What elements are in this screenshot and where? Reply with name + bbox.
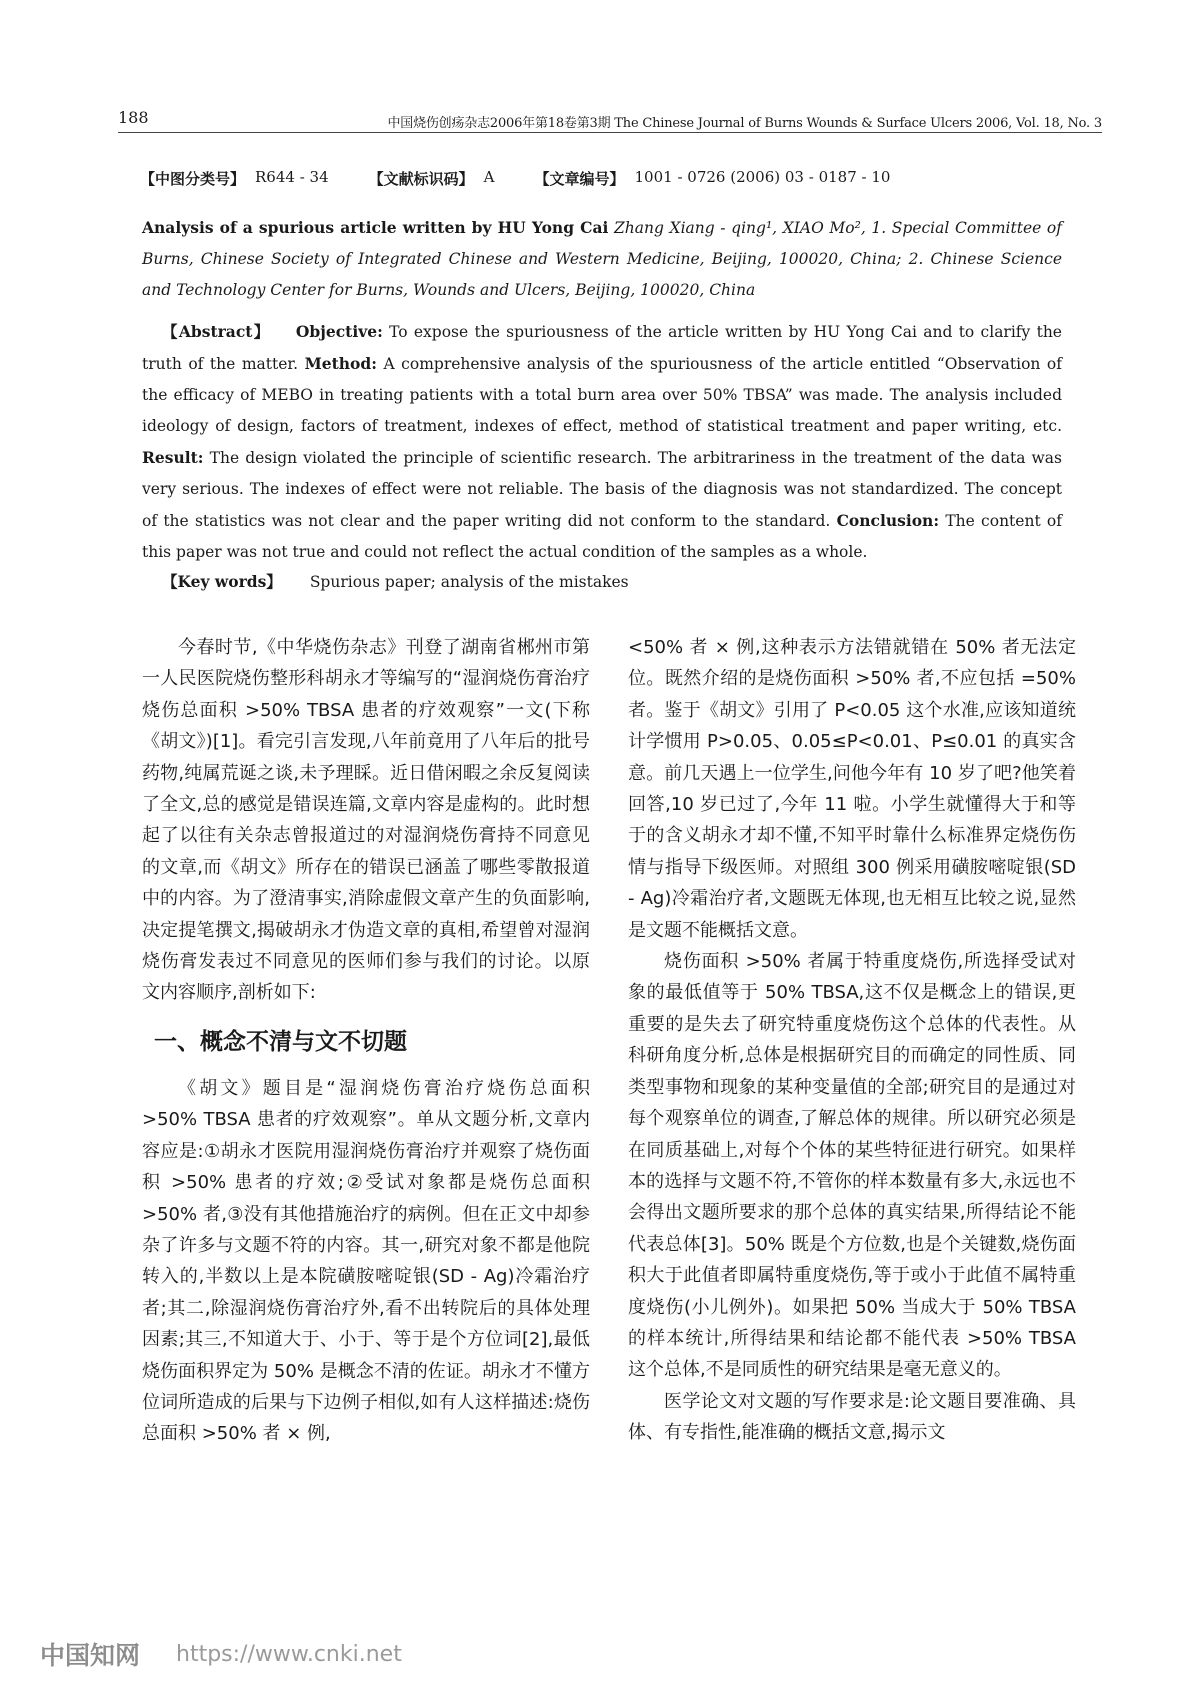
watermark-footer [40,1636,402,1672]
article-number-value: 1001 - 0726 (2006) 03 - 0187 - 10 [634,168,891,186]
body-column-left [142,632,590,1450]
body-paragraph: 医学论文对文题的写作要求是:论文题目要准确、具体、有专指性,能准确的概括文意,揭示文 [628,1390,1076,1444]
keywords-text: Spurious paper; analysis of the mistakes [309,573,629,591]
result-text: The design violated the principle of scientific research. The arbitrariness in the treatment of the data was very serious. The indexes of effect were not reliable. The basis of the diagnosis was not standardized. The concept of the statistics was not clear and the paper writing did not conform to the standard. [142,449,1062,530]
body-paragraph: <50% 者 × 例,这种表示方法错就错在 50% 者无法定位。既然介绍的是烧伤面积 >50% 者,不应包括 =50% 者。鉴于《胡文》引用了 P<0.05 这个水准,应该知道统计学惯用 P>0.05、0.05≤P<0.01、P≤0.01 的真实含意。前几天遇上一位学生,问他今年有 10 岁了吧?他笑着回答,10 岁已过了,今年 11 啦。小学生就懂得大于和等于的含义胡永才却不懂,不知平时靠什么标准界定烧伤伤情与指导下级医师。对照组 300 例采用磺胺嘧啶银(SD - Ag)冷霜治疗者,文题既无体现,也无相互比较之说,显然是文题不能概括文意。 [628,637,1076,941]
conclusion-text: The content of this paper was not true and could not reflect the actual condition of the samples as a whole. [142,512,1062,561]
body-paragraph: 《胡文》题目是“湿润烧伤膏治疗烧伤总面积 >50% TBSA 患者的疗效观察”。单从文题分析,文章内容应是:①胡永才医院用湿润烧伤膏治疗并观察了烧伤面积 >50% 患者的疗效;②受试对象都是烧伤总面积 >50% 者,③没有其他措施治疗的病例。但在正文中却参杂了许多与文题不符的内容。其一,研究对象不都是他院转入的,半数以上是本院磺胺嘧啶银(SD - Ag)冷霜治疗者;其二,除湿润烧伤膏治疗外,看不出转院后的具体处理因素;其三,不知道大于、小于、等于是个方位词[2],最低烧伤面积界定为 50% 是概念不清的佐证。胡永才不懂方位词所造成的后果与下边例子相似,如有人这样描述:烧伤总面积 >50% 者 × 例, [142,1077,590,1445]
cnki-brand: 中国知网 [40,1641,141,1670]
english-title-block [142,212,1062,306]
clc-label: 【中图分类号】 [140,170,246,188]
keywords-label: 【Key words】 [162,572,282,591]
classification-line [140,168,890,189]
conclusion-label: Conclusion: [836,511,940,530]
method-label: Method: [304,354,377,373]
english-affiliations: , 1. Special Committee of Burns, Chinese Society of Integrated Chinese and Western Medicine, Beijing, 100020, China; 2. Chinese Science and Technology Center for Burns, Wounds and Ulcers, Beijing, 100020, China [142,219,1062,299]
english-keywords [142,566,1082,598]
objective-text: To expose the spuriousness of the article written by HU Yong Cai and to clarify the truth of the matter. [142,323,1062,373]
page-number: 188 [118,108,149,127]
body-paragraph: 烧伤面积 >50% 者属于特重度烧伤,所选择受试对象的最低值等于 50% TBSA,这不仅是概念上的错误,更重要的是失去了研究特重度烧伤这个总体的代表性。从科研角度分析,总体是根据研究目的而确定的同性质、同类型事物和现象的某种变量值的全部;研究目的是通过对每个观察单位的调查,了解总体的规律。所以研究必须是在同质基础上,对每个个体的某些特征进行研究。如果样本的选择与文题不符,不管你的样本数量有多大,永远也不会得出文题所要求的那个总体的真实结果,所得结论不能代表总体[3]。50% 既是个方位数,也是个关键数,烧伤面积大于此值者即属特重度烧伤,等于或小于此值不属特重度烧伤(小儿例外)。如果把 50% 当成大于 50% TBSA 的样本统计,所得结果和结论都不能代表 >50% TBSA 这个总体,不是同质性的研究结果是毫无意义的。 [628,951,1076,1381]
english-abstract [142,316,1062,568]
body-column-right [628,632,1076,1449]
article-number-label: 【文章编号】 [534,170,625,188]
result-label: Result: [142,448,204,467]
section-heading: 一、概念不清与文不切题 [154,1028,407,1055]
running-header: 中国烧伤创疡杂志2006年第18卷第3期 The Chinese Journal of Burns Wounds & Surface Ulcers 2006, Vol. 18, No. 3 [387,116,1102,131]
doc-code-label: 【文献标识码】 [368,170,474,188]
header-rule [118,132,1102,133]
method-text: A comprehensive analysis of the spuriousness of the article entitled “Observation of the efficacy of MEBO in treating patients with a total burn area over 50% TBSA” was made. The analysis included ideology of design, factors of treatment, indexes of effect, method of statistical treatment and paper writing, etc. [142,355,1062,435]
doc-code-value: A [483,168,495,186]
english-title: Analysis of a spurious article written by HU Yong Cai [142,218,609,237]
english-authors: Zhang Xiang - qing¹, XIAO Mo² [614,219,861,237]
body-paragraph: 今春时节,《中华烧伤杂志》刊登了湖南省郴州市第一人民医院烧伤整形科胡永才等编写的“湿润烧伤膏治疗烧伤总面积 >50% TBSA 患者的疗效观察”一文(下称《胡文》)[1]。看完引言发现,八年前竟用了八年后的批号药物,纯属荒诞之谈,未予理睬。近日借闲暇之余反复阅读了全文,总的感觉是错误连篇,文章内容是虚构的。此时想起了以往有关杂志曾报道过的对湿润烧伤膏持不同意见的文章,而《胡文》所存在的错误已涵盖了哪些零散报道中的内容。为了澄清事实,消除虚假文章产生的负面影响,决定提笔撰文,揭破胡永才伪造文章的真相,希望曾对湿润烧伤膏发表过不同意见的医师们参与我们的讨论。以原文内容顺序,剖析如下: [142,637,590,1004]
clc-value: R644 - 34 [255,168,329,186]
abstract-label: 【Abstract】 [162,322,271,341]
cnki-url[interactable]: https://www.cnki.net [176,1641,402,1667]
objective-label: Objective: [295,322,383,341]
